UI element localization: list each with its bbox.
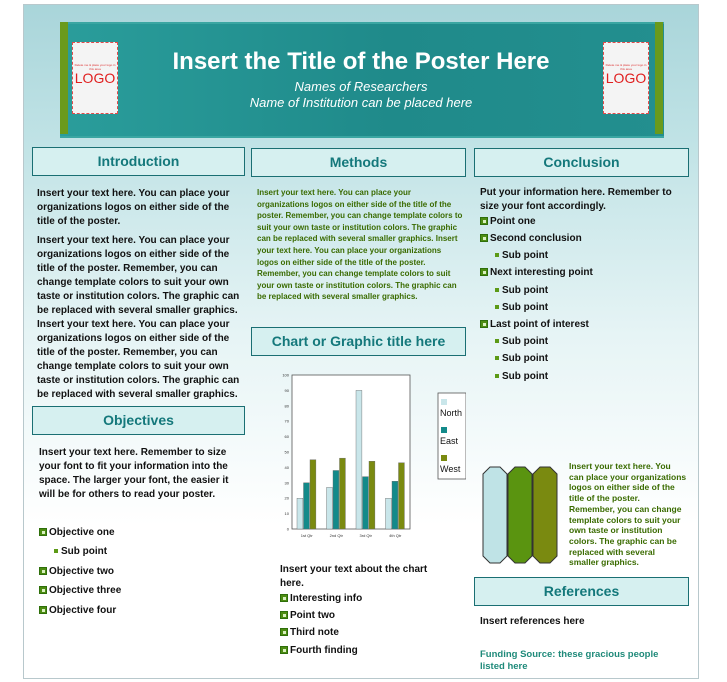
objectives-text: Insert your text here. Remember to size your font to fit your information into the space. The larger your font, the easier it will be for others to read your poster.	[39, 447, 229, 500]
conclusion-subitem: Sub point	[495, 250, 548, 261]
sub-bullet-icon	[495, 339, 499, 343]
bullet-icon	[39, 586, 47, 594]
y-tick-label: 20	[284, 495, 289, 501]
conclusion-subitem: Sub point	[495, 336, 548, 347]
logo-left	[72, 42, 118, 114]
conclusion-item: Second conclusion	[480, 233, 582, 244]
logo-hint: Delete me & place your logo in this area	[605, 63, 647, 71]
logo-right	[603, 42, 649, 114]
bar	[340, 458, 346, 529]
objective-item: Objective two	[39, 566, 114, 577]
bar	[369, 461, 375, 529]
objective-subitem: Sub point	[54, 546, 107, 557]
legend-label: North	[440, 408, 463, 418]
y-tick-label: 40	[284, 464, 289, 470]
conclusion-item: Last point of interest	[480, 319, 589, 330]
logo-hint: Delete me & place your logo in this area	[74, 63, 116, 71]
x-tick-label: 3rd Qtr	[359, 533, 372, 538]
methods-text: Insert your text here. You can place your organizations logos on either side of the title of the poster. Remember, you can change template colors to suit your own taste or institution colors. The graphic can be replaced with several smaller graphics. Insert your text here. You can place your organizations logos on either side of the title of the poster. Remember, you can change template colors to suit your own taste or institution colors. The graphic can be replaced with several smaller graphics.	[257, 188, 463, 302]
y-tick-label: 70	[284, 418, 289, 424]
y-tick-label: 50	[284, 449, 289, 455]
bar	[392, 481, 398, 529]
bullet-icon	[480, 320, 488, 328]
bar-chart	[266, 369, 466, 549]
y-tick-label: 30	[284, 480, 289, 486]
introduction-heading: Introduction	[32, 147, 245, 176]
sub-bullet-icon	[495, 374, 499, 378]
y-tick-label: 0	[286, 526, 289, 532]
bullet-icon	[480, 217, 488, 225]
funding-source: Funding Source: these gracious people listed here	[480, 649, 659, 672]
objectives-heading: Objectives	[32, 406, 245, 435]
conclusion-text: Put your information here. Remember to size your font accordingly.	[480, 187, 672, 212]
logo-text: LOGO	[74, 70, 116, 86]
side-text: Insert your text here. You can place your organizations logos on either side of the title of the poster. Remember, you can change template colors to suit your own taste or institution colors. The graphic can be replaced with several smaller graphics.	[569, 461, 687, 568]
legend-label: East	[440, 436, 459, 446]
banner-accent-left	[60, 22, 68, 134]
introduction-paragraph-2: Insert your text here. You can place your organizations logos on either side of the title of the poster. Remember, you can change template colors to suit your own taste or institution colors. The graphic can be replaced with several smaller graphics. Insert your text here. You can place your organizations logos on either side of the title of the poster. Remember, you can change template colors to suit your own taste or institution colors. The graphic can be replaced with several smaller graphics.	[37, 235, 240, 400]
conclusion-subitem: Sub point	[495, 302, 548, 313]
x-tick-label: 4th Qtr	[389, 533, 402, 538]
bullet-icon	[280, 646, 288, 654]
legend-label: West	[440, 464, 461, 474]
references-text: Insert references here	[480, 616, 585, 627]
institution: Name of Institution can be placed here	[249, 95, 473, 110]
chart-item: Third note	[280, 627, 339, 638]
bullet-icon	[280, 611, 288, 619]
conclusion-subitem: Sub point	[495, 285, 548, 296]
sub-bullet-icon	[495, 305, 499, 309]
y-tick-label: 60	[284, 434, 289, 440]
x-tick-label: 2nd Qtr	[329, 533, 343, 538]
bar	[310, 460, 316, 529]
sub-bullet-icon	[495, 288, 499, 292]
objective-item: Objective one	[39, 527, 115, 538]
octagon-graphic	[482, 465, 562, 565]
legend-swatch	[441, 399, 447, 405]
bullet-icon	[39, 567, 47, 575]
bar	[399, 463, 405, 529]
bar	[327, 487, 333, 529]
bullet-icon	[39, 528, 47, 536]
sub-bullet-icon	[495, 253, 499, 257]
sub-bullet-icon	[495, 356, 499, 360]
introduction-paragraph-1: Insert your text here. You can place your organizations logos on either side of the title of the poster.	[37, 188, 230, 227]
chart-text: Insert your text about the chart here.	[280, 564, 428, 589]
methods-heading: Methods	[251, 148, 466, 177]
bullet-icon	[39, 606, 47, 614]
y-tick-label: 100	[282, 372, 289, 378]
bar	[304, 483, 310, 529]
poster	[23, 4, 699, 679]
banner-accent-right	[655, 22, 663, 134]
conclusion-item: Next interesting point	[480, 267, 593, 278]
sub-bullet-icon	[54, 549, 58, 553]
researchers: Names of Researchers	[294, 79, 428, 94]
bar	[386, 498, 392, 529]
conclusion-subitem: Sub point	[495, 353, 548, 364]
chart-item: Fourth finding	[280, 645, 358, 656]
bar	[333, 470, 339, 529]
bullet-icon	[480, 234, 488, 242]
octagon-shape	[533, 467, 557, 563]
objective-item: Objective three	[39, 585, 121, 596]
legend-swatch	[441, 455, 447, 461]
y-tick-label: 80	[284, 403, 289, 409]
chart-item: Interesting info	[280, 593, 362, 604]
bar	[297, 498, 303, 529]
y-tick-label: 90	[284, 387, 289, 393]
chart-item: Point two	[280, 610, 335, 621]
objective-item: Objective four	[39, 605, 116, 616]
octagon-shape	[483, 467, 507, 563]
legend-swatch	[441, 427, 447, 433]
references-heading: References	[474, 577, 689, 606]
conclusion-item: Point one	[480, 216, 536, 227]
conclusion-subitem: Sub point	[495, 371, 548, 382]
x-tick-label: 1st Qtr	[300, 533, 313, 538]
logo-text: LOGO	[605, 70, 647, 86]
bullet-icon	[280, 628, 288, 636]
bullet-icon	[280, 594, 288, 602]
bar	[356, 390, 362, 529]
bar	[363, 477, 369, 529]
bullet-icon	[480, 268, 488, 276]
chart-heading: Chart or Graphic title here	[251, 327, 466, 356]
y-tick-label: 10	[284, 511, 289, 517]
octagon-shape	[508, 467, 532, 563]
poster-title: Insert the Title of the Poster Here	[172, 48, 550, 75]
conclusion-heading: Conclusion	[474, 148, 689, 177]
